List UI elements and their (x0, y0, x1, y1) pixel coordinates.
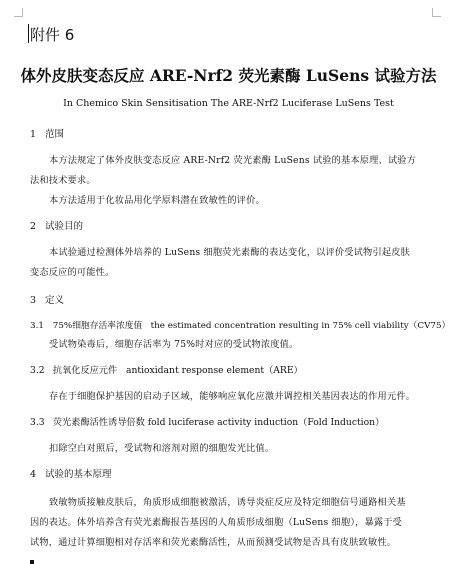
definition-3-1[interactable] (30, 318, 450, 331)
section-heading-4[interactable] (30, 466, 112, 480)
definition-term: 抗氧化反应元件 (52, 365, 118, 376)
section-heading-3[interactable] (30, 292, 64, 306)
section-number: 2 (30, 221, 37, 232)
section-heading-2[interactable] (30, 218, 83, 232)
section-title: 范围 (45, 129, 65, 140)
paragraph-line[interactable]: 试物，通过计算细胞相对存活率和荧光素酶活性，从而预测受试物是否具有皮肤致敏性。 (30, 537, 397, 548)
document-title[interactable]: 体外皮肤变态反应 ARE-Nrf2 荧光素酶 LuSens 试验方法 (20, 66, 437, 85)
definition-number: 3.2 (30, 365, 45, 376)
paragraph-line[interactable]: 致敏物质接触皮肤后，角质形成细胞被激活，诱导炎症反应及特定细胞信号通路相关基 (49, 497, 406, 508)
paragraph-line[interactable]: 本试验通过检测体外培养的 LuSens 细胞荧光素酶的表达变化，以评价受试物引起皮肤 (49, 247, 410, 258)
definition-3-3[interactable] (30, 414, 384, 428)
text-cursor (28, 24, 29, 43)
definition-description[interactable]: 扣除空白对照后，受试物和溶剂对照的细胞发光比值。 (49, 443, 275, 454)
section-number: 3 (30, 295, 37, 306)
page-corner-mark-top-left (14, 8, 23, 17)
page-corner-mark-top-right (432, 8, 441, 17)
definition-number: 3.3 (30, 417, 45, 428)
paragraph-line[interactable]: 法和技术要求。 (30, 175, 96, 186)
paragraph-line[interactable]: 因的表达。体外培养含有荧光素酶报告基因的人角质形成细胞（LuSens 细胞），暴露于受 (30, 517, 403, 528)
definition-3-2[interactable] (30, 362, 303, 376)
document-subtitle[interactable]: In Chemico Skin Sensitisation The ARE-Nrf2 Luciferase LuSens Test (63, 98, 394, 109)
definition-english: antioxidant response element（ARE） (126, 365, 303, 376)
definition-number: 3.1 (30, 321, 44, 331)
section-number: 1 (30, 129, 37, 140)
section-title: 定义 (45, 295, 65, 306)
paragraph-line[interactable]: 本方法适用于化妆品用化学原料潜在致敏性的评价。 (49, 195, 265, 206)
section-title: 试验的基本原理 (45, 469, 112, 480)
section-title: 试验目的 (45, 221, 84, 232)
definition-term: 75%细胞存活率浓度值 (52, 321, 143, 331)
section-heading-1[interactable] (30, 126, 64, 140)
paragraph-line[interactable]: 本方法规定了体外皮肤变态反应 ARE-Nrf2 荧光素酶 LuSens 试验的基本原理、试验方 (49, 155, 417, 166)
clipped-next-heading (30, 560, 34, 564)
definition-description[interactable]: 存在于细胞保护基因的启动子区域，能够响应氧化应激并调控相关基因表达的作用元件。 (49, 391, 416, 402)
definition-term: 荧光素酶活性诱导倍数 fold luciferase activity induction（Fold Induction） (52, 417, 385, 428)
paragraph-line[interactable]: 变态反应的可能性。 (30, 267, 115, 278)
attachment-label[interactable]: 附件 6 (30, 26, 75, 44)
definition-english: the estimated concentration resulting in 75% cell viability（CV75） (150, 321, 451, 331)
section-number: 4 (30, 469, 37, 480)
definition-description[interactable]: 受试物染毒后，细胞存活率为 75%时对应的受试物浓度值。 (49, 339, 299, 350)
